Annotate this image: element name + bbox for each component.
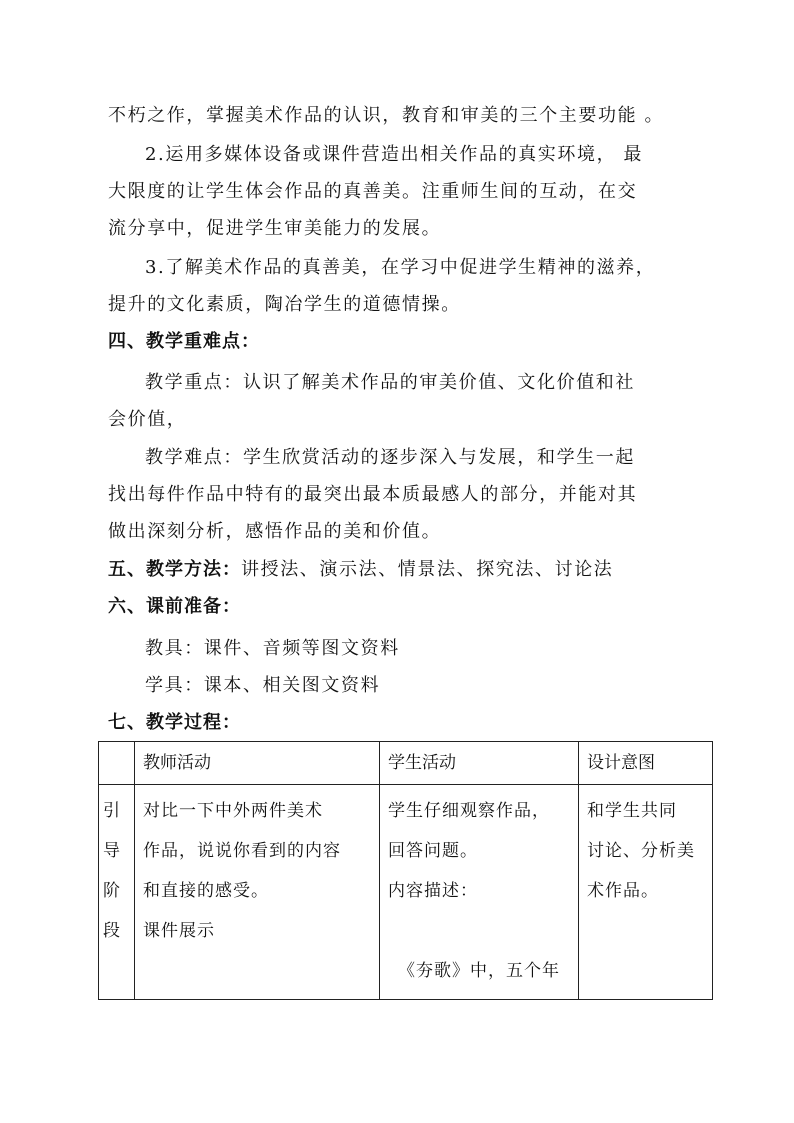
cell-text: 对比一下中外两件美术 bbox=[143, 801, 323, 821]
student-activity-cell bbox=[380, 785, 579, 1000]
paragraph-line: 流分享中，促进学生审美能力的发展。 bbox=[108, 218, 442, 239]
cell-text: 术作品。 bbox=[587, 881, 659, 901]
key-point-line: 会价值， bbox=[108, 409, 187, 430]
table-row bbox=[99, 785, 713, 1000]
difficulty-line: 找出每件作品中特有的最突出最本质最感人的部分，并能对其 bbox=[108, 484, 638, 505]
difficulty-line: 做出深刻分析，感悟作品的美和价值。 bbox=[108, 521, 442, 542]
teaching-process-table bbox=[98, 741, 713, 1000]
table-header-cell: 教师活动 bbox=[135, 742, 380, 785]
cell-text: 内容描述： bbox=[388, 881, 478, 901]
section-heading-process: 七、教学过程： bbox=[108, 712, 241, 733]
cell-text: 和直接的感受。 bbox=[143, 881, 269, 901]
objective-3-line: 3.了解美术作品的真善美，在学习中促进学生精神的滋养， bbox=[145, 257, 656, 278]
design-intent-cell bbox=[579, 785, 713, 1000]
teacher-tools-line: 教具：课件、音频等图文资料 bbox=[145, 638, 400, 659]
table-header-cell bbox=[99, 742, 135, 785]
stage-char: 引 bbox=[103, 801, 120, 821]
cell-text: 和学生共同 bbox=[587, 801, 677, 821]
methods-content: 讲授法、演示法、情景法、探究法、讨论法 bbox=[241, 559, 614, 580]
cell-text: 回答问题。 bbox=[388, 841, 478, 861]
cell-text: 学生仔细观察作品， bbox=[388, 801, 550, 821]
paragraph-line: 大限度的让学生体会作品的真善美。注重师生间的互动，在交 bbox=[108, 181, 638, 202]
difficulty-line: 教学难点：学生欣赏活动的逐步深入与发展，和学生一起 bbox=[145, 447, 635, 468]
section-heading-preparation: 六、课前准备： bbox=[108, 596, 241, 617]
student-tools-line: 学具：课本、相关图文资料 bbox=[145, 675, 381, 696]
table-header-cell: 学生活动 bbox=[380, 742, 579, 785]
paragraph-line: 提升的文化素质，陶冶学生的道德情操。 bbox=[108, 294, 461, 315]
cell-text: 《夯歌》中，五个年 bbox=[398, 961, 560, 981]
paragraph-line: 不朽之作，掌握美术作品的认识，教育和审美的三个主要功能 。 bbox=[108, 105, 665, 126]
cell-text: 课件展示 bbox=[143, 921, 215, 941]
cell-text: 讨论、分析美 bbox=[587, 841, 695, 861]
table-header-cell: 设计意图 bbox=[579, 742, 713, 785]
stage-cell bbox=[99, 785, 135, 1000]
methods-title: 五、教学方法： bbox=[108, 559, 241, 580]
stage-char: 段 bbox=[103, 921, 120, 941]
teacher-activity-cell bbox=[135, 785, 380, 1000]
objective-2-line: 2.运用多媒体设备或课件营造出相关作品的真实环境， 最 bbox=[145, 144, 644, 165]
stage-char: 阶 bbox=[103, 881, 120, 901]
cell-text: 作品，说说你看到的内容 bbox=[143, 841, 341, 861]
table-header-row bbox=[99, 742, 713, 785]
section-heading-methods bbox=[108, 558, 613, 582]
section-heading-key-points: 四、教学重难点： bbox=[108, 331, 260, 352]
stage-char: 导 bbox=[103, 841, 120, 861]
blank-line bbox=[388, 911, 572, 951]
key-point-line: 教学重点：认识了解美术作品的审美价值、文化价值和社 bbox=[145, 372, 635, 393]
